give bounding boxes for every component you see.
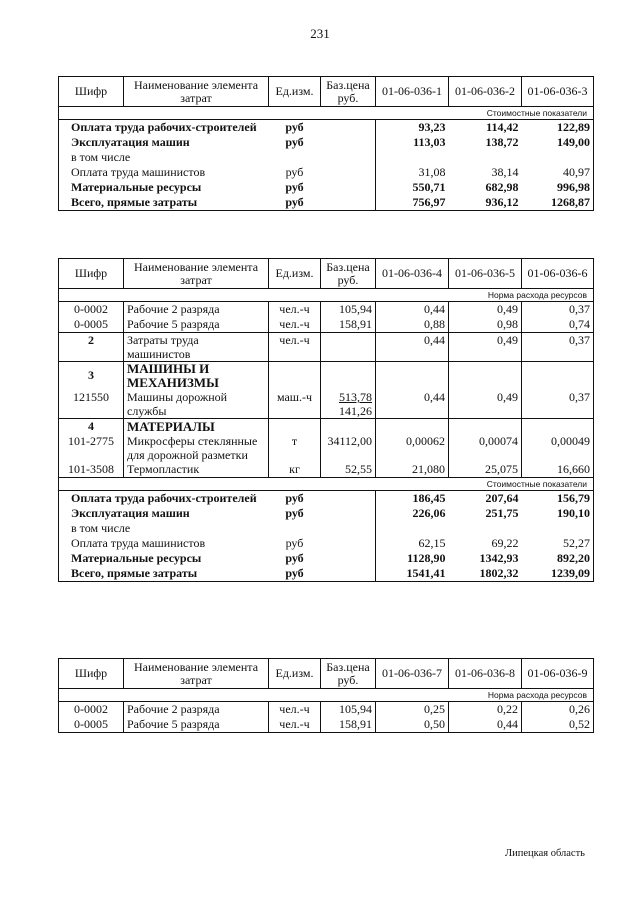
cost-name: Материальные ресурсы	[59, 180, 269, 195]
cost-name: Оплата труда рабочих-строителей	[59, 491, 269, 507]
resource-value: 0,37	[522, 302, 594, 318]
cost-value: 38,14	[491, 165, 519, 179]
cost-value: 186,45	[412, 491, 446, 505]
table-row	[59, 165, 594, 180]
header-unit: Ед.изм.	[269, 259, 321, 289]
resource-value: 21,080	[376, 462, 449, 478]
resource-unit: чел.-ч	[269, 302, 321, 318]
cost-unit: руб	[285, 120, 304, 134]
resource-name: Микросферы стеклянные для дорожной разметки	[124, 434, 269, 462]
resource-value: 0,25	[376, 702, 449, 718]
resource-name: Рабочие 2 разряда	[124, 702, 269, 718]
resource-name: Рабочие 5 разряда	[124, 317, 269, 333]
table-row	[59, 521, 594, 536]
table-row	[59, 135, 594, 150]
cost-value: 892,20	[522, 551, 594, 566]
cost-name: Эксплуатация машин	[59, 506, 269, 521]
table-row	[59, 551, 594, 566]
resource-code: 0-0002	[59, 302, 124, 318]
table-row	[59, 491, 594, 507]
cost-value: 190,10	[522, 506, 594, 521]
cost-value: 996,98	[522, 180, 594, 195]
resource-value: 0,49	[449, 302, 522, 318]
table-row	[59, 536, 594, 551]
table-row	[59, 390, 594, 419]
cost-table-2	[58, 258, 594, 582]
resource-unit: чел.-ч	[269, 333, 321, 362]
cost-value: 1802,32	[449, 566, 522, 582]
cost-unit: руб	[285, 180, 304, 194]
resource-unit: чел.-ч	[269, 717, 321, 733]
resource-name: Затраты труда машинистов	[124, 333, 269, 362]
cost-name: Эксплуатация машин	[59, 135, 269, 150]
resource-code: 2	[59, 333, 124, 362]
table-row	[59, 120, 594, 136]
table-row	[59, 180, 594, 195]
cost-value: 156,79	[522, 491, 594, 507]
table-row	[59, 317, 594, 333]
cost-value: 114,42	[486, 120, 519, 134]
cost-value: 207,64	[485, 491, 519, 505]
resource-name: Рабочие 2 разряда	[124, 302, 269, 318]
table-row	[59, 702, 594, 718]
resource-code: 3	[59, 362, 124, 391]
cost-table-3	[58, 658, 594, 733]
cost-name: Оплата труда машинистов	[59, 536, 269, 551]
cost-unit: руб	[285, 551, 304, 565]
resource-value: 0,49	[449, 333, 522, 362]
resource-code: 0-0005	[59, 317, 124, 333]
section-band: Стоимостные показатели	[59, 478, 594, 491]
resource-unit: чел.-ч	[269, 702, 321, 718]
cost-value: 113,03	[413, 135, 446, 149]
header-code: Шифр	[59, 259, 124, 289]
cost-value: 550,71	[412, 180, 446, 194]
resource-value: 0,52	[522, 717, 594, 733]
cost-unit: руб	[285, 165, 304, 179]
section-band: Стоимостные показатели	[59, 107, 594, 120]
cost-unit: руб	[285, 491, 304, 505]
resource-name: Рабочие 5 разряда	[124, 717, 269, 733]
resource-price: 105,94	[321, 302, 376, 318]
cost-name: Всего, прямые затраты	[59, 566, 269, 582]
header-name: Наименование элемента затрат	[124, 77, 269, 107]
header-col: 01-06-036-9	[522, 659, 594, 689]
cost-value: 1541,41	[376, 566, 449, 582]
header-name: Наименование элемента затрат	[124, 659, 269, 689]
cost-unit: руб	[285, 506, 304, 520]
resource-price: 158,91	[321, 317, 376, 333]
resource-value: 16,660	[522, 462, 594, 478]
resource-value: 0,44	[449, 717, 522, 733]
cost-value: 226,06	[412, 506, 446, 520]
resource-unit: маш.-ч	[269, 390, 321, 419]
resource-value: 0,37	[522, 333, 594, 362]
cost-value: 138,72	[485, 135, 519, 149]
cost-name: Материальные ресурсы	[59, 551, 269, 566]
cost-value: 69,22	[491, 536, 519, 550]
header-col: 01-06-036-2	[449, 77, 522, 107]
header-col: 01-06-036-7	[376, 659, 449, 689]
header-code: Шифр	[59, 659, 124, 689]
cost-value: 756,97	[376, 195, 449, 211]
cost-value: 682,98	[485, 180, 519, 194]
cost-value: 40,97	[522, 165, 594, 180]
cost-name: Оплата труда машинистов	[59, 165, 269, 180]
header-col: 01-06-036-3	[522, 77, 594, 107]
header-code: Шифр	[59, 77, 124, 107]
resource-value: 0,37	[522, 390, 594, 419]
resource-name: Термопластик	[124, 462, 269, 478]
resource-value: 0,50	[376, 717, 449, 733]
section-title: МАТЕРИАЛЫ	[124, 419, 269, 435]
resource-price: 34112,00	[321, 434, 376, 462]
table-row	[59, 462, 594, 478]
header-col: 01-06-036-1	[376, 77, 449, 107]
resource-value: 0,00062	[376, 434, 449, 462]
cost-value: 1268,87	[522, 195, 594, 211]
cost-name: Оплата труда рабочих-строителей	[59, 120, 269, 136]
cost-name: в том числе	[59, 150, 269, 165]
table-row	[59, 419, 594, 435]
cost-value: 149,00	[522, 135, 594, 150]
cost-value: 31,08	[418, 165, 446, 179]
table-row	[59, 717, 594, 733]
resource-code: 121550	[59, 390, 124, 419]
table-row	[59, 195, 594, 211]
cost-value: 936,12	[449, 195, 522, 211]
cost-value: 62,15	[418, 536, 446, 550]
table-row	[59, 506, 594, 521]
resource-name: Машины дорожной службы	[124, 390, 269, 419]
resource-value: 0,98	[449, 317, 522, 333]
resource-unit: кг	[269, 462, 321, 478]
resource-value: 0,00049	[522, 434, 594, 462]
cost-value: 1128,90	[407, 551, 446, 565]
resource-value: 0,00074	[449, 434, 522, 462]
resource-value: 0,44	[376, 302, 449, 318]
cost-unit: руб	[285, 536, 304, 550]
resource-value: 0,44	[376, 333, 449, 362]
section-band: Норма расхода ресурсов	[59, 289, 594, 302]
resource-code: 0-0005	[59, 717, 124, 733]
section-title: МАШИНЫ И МЕХАНИЗМЫ	[124, 362, 269, 391]
cost-value: 1342,93	[479, 551, 519, 565]
table-row	[59, 434, 594, 462]
resource-price: 158,91	[321, 717, 376, 733]
header-price: Баз.цена руб.	[321, 659, 376, 689]
header-col: 01-06-036-4	[376, 259, 449, 289]
table-row	[59, 333, 594, 362]
table-row	[59, 150, 594, 165]
resource-code: 4	[59, 419, 124, 435]
resource-value: 0,49	[449, 390, 522, 419]
resource-value: 0,44	[376, 390, 449, 419]
cost-unit: руб	[285, 135, 304, 149]
resource-value: 0,22	[449, 702, 522, 718]
footer-region: Липецкая область	[505, 848, 585, 859]
header-price: Баз.цена руб.	[321, 259, 376, 289]
resource-code: 101-2775	[59, 434, 124, 462]
cost-value: 251,75	[485, 506, 519, 520]
resource-unit: т	[269, 434, 321, 462]
header-col: 01-06-036-5	[449, 259, 522, 289]
resource-value: 25,075	[449, 462, 522, 478]
resource-price: 52,55	[321, 462, 376, 478]
header-name: Наименование элемента затрат	[124, 259, 269, 289]
header-price: Баз.цена руб.	[321, 77, 376, 107]
cost-name: в том числе	[59, 521, 269, 536]
header-unit: Ед.изм.	[269, 77, 321, 107]
resource-value: 0,26	[522, 702, 594, 718]
cost-table-1	[58, 76, 594, 211]
resource-code: 0-0002	[59, 702, 124, 718]
table-row	[59, 302, 594, 318]
resource-price: 513,78	[339, 390, 372, 404]
resource-unit: чел.-ч	[269, 317, 321, 333]
table-row	[59, 362, 594, 391]
resource-value: 0,74	[522, 317, 594, 333]
header-unit: Ед.изм.	[269, 659, 321, 689]
cost-name: Всего, прямые затраты	[59, 195, 269, 211]
cost-unit: руб	[269, 566, 321, 582]
page-number: 231	[310, 26, 330, 41]
cost-unit: руб	[269, 195, 321, 211]
cost-value: 93,23	[418, 120, 446, 134]
section-band: Норма расхода ресурсов	[59, 689, 594, 702]
resource-value: 0,88	[376, 317, 449, 333]
cost-value: 1239,09	[522, 566, 594, 582]
resource-price-2: 141,26	[339, 404, 372, 418]
resource-price: 105,94	[321, 702, 376, 718]
resource-code: 101-3508	[59, 462, 124, 478]
cost-value: 52,27	[522, 536, 594, 551]
table-row	[59, 566, 594, 582]
header-col: 01-06-036-6	[522, 259, 594, 289]
header-col: 01-06-036-8	[449, 659, 522, 689]
cost-value: 122,89	[522, 120, 594, 136]
